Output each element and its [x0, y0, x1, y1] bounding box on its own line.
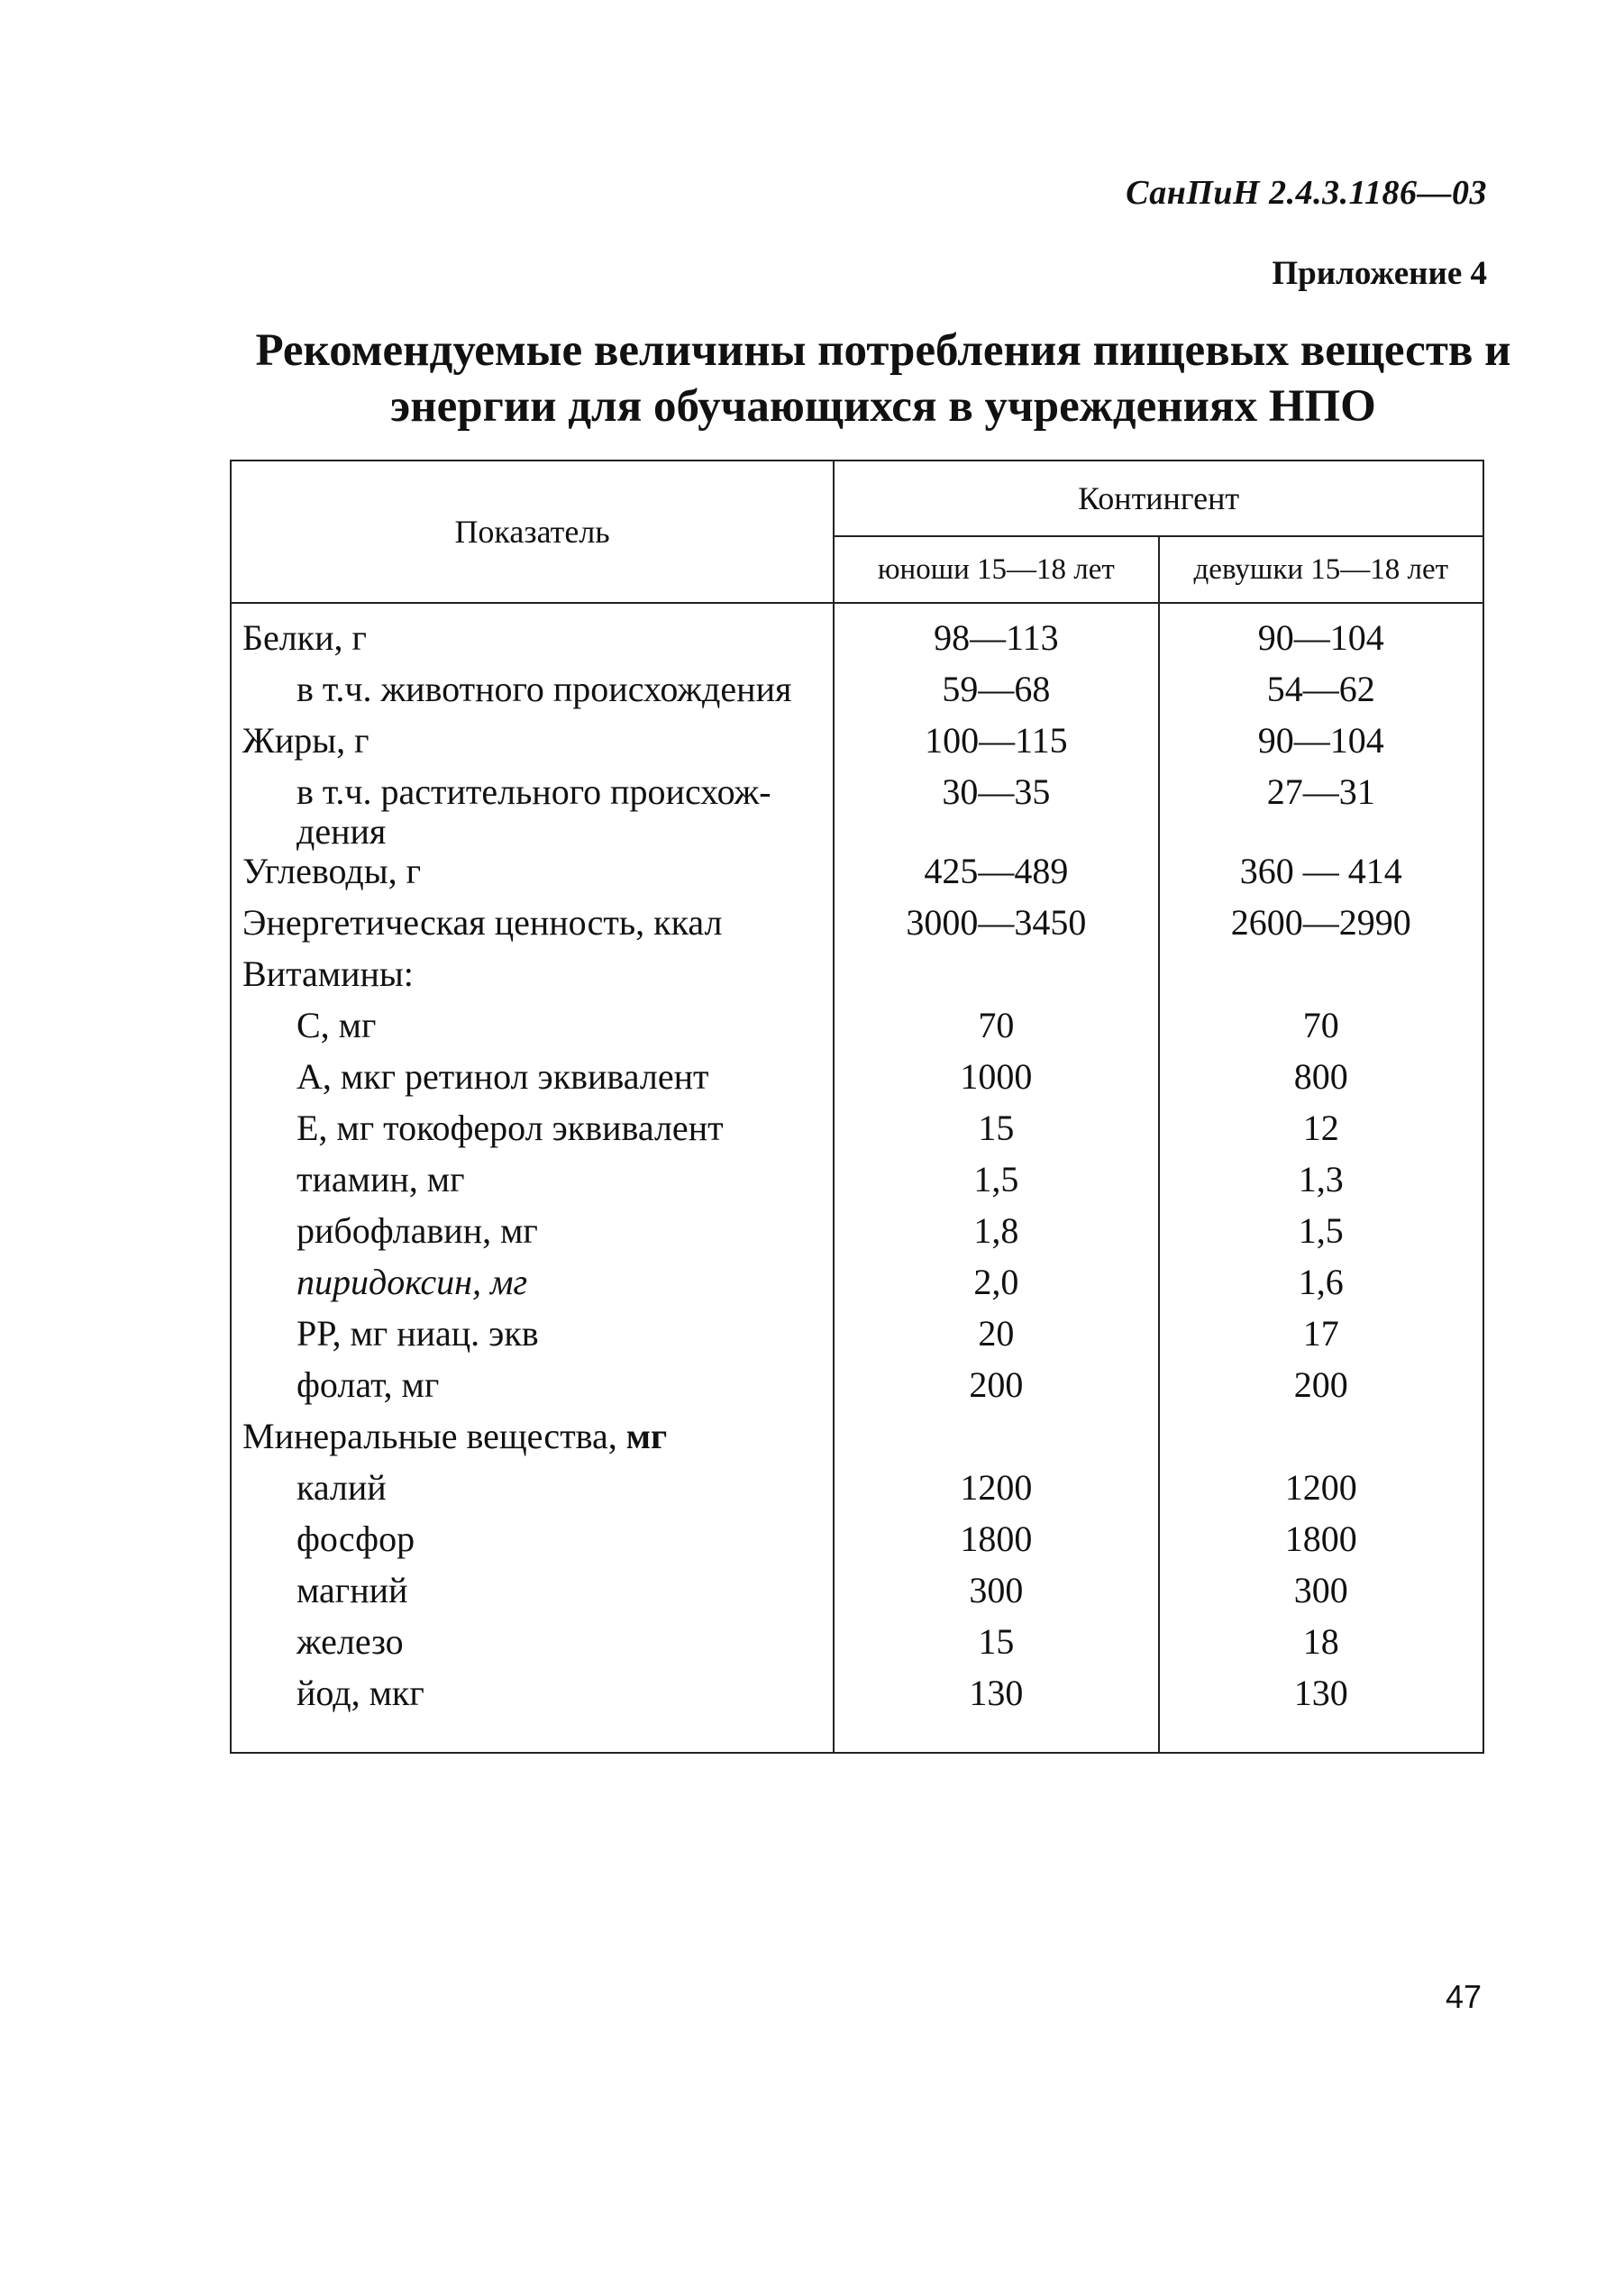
table-row [231, 1674, 1483, 1753]
table-row [231, 670, 1483, 721]
row-name: Углеводы, г [231, 852, 834, 903]
value-girls: 17 [1159, 1314, 1483, 1365]
table-row [231, 954, 1483, 1006]
value-girls [1159, 954, 1483, 1006]
row-name-line-1: в т.ч. растительного происхож- [297, 771, 771, 812]
row-name: фолат, мг [231, 1365, 834, 1417]
value-boys: 1200 [834, 1468, 1158, 1519]
value-boys: 100—115 [834, 721, 1158, 772]
value-girls: 90—104 [1159, 721, 1483, 772]
appendix-label: Приложение 4 [1272, 255, 1487, 292]
value-boys: 3000—3450 [834, 903, 1158, 954]
value-girls: 12 [1159, 1108, 1483, 1160]
row-name: в т.ч. животного происхождения [231, 670, 834, 721]
page-title [144, 323, 1622, 434]
table-row [231, 1622, 1483, 1674]
section-label-vitamins: Витамины: [231, 954, 834, 1006]
value-boys: 30—35 [834, 772, 1158, 852]
value-girls: 2600—2990 [1159, 903, 1483, 954]
value-boys: 15 [834, 1622, 1158, 1674]
table-row [231, 852, 1483, 903]
value-boys: 70 [834, 1006, 1158, 1057]
row-name: магний [231, 1571, 834, 1622]
nutrition-table [230, 460, 1484, 1754]
value-boys: 200 [834, 1365, 1158, 1417]
row-name: Белки, г [231, 603, 834, 670]
page-number: 47 [1445, 1978, 1482, 2015]
row-name: Е, мг токоферол эквивалент [231, 1108, 834, 1160]
row-name: тиамин, мг [231, 1160, 834, 1211]
value-girls: 1,6 [1159, 1263, 1483, 1314]
value-boys: 130 [834, 1674, 1158, 1753]
row-name: рибофлавин, мг [231, 1211, 834, 1263]
row-name: Энергетическая ценность, ккал [231, 903, 834, 954]
value-girls: 90—104 [1159, 603, 1483, 670]
table-row [231, 1417, 1483, 1468]
row-name: железо [231, 1622, 834, 1674]
value-boys [834, 954, 1158, 1006]
value-boys: 1800 [834, 1519, 1158, 1571]
table-row [231, 1571, 1483, 1622]
title-line-2: энергии для обучающихся в учреждениях НПО [390, 381, 1376, 432]
section-label-minerals-text: Минеральные вещества, [242, 1416, 617, 1456]
table-row [231, 1519, 1483, 1571]
value-girls: 200 [1159, 1365, 1483, 1417]
row-name: Жиры, г [231, 721, 834, 772]
row-name: пиридоксин, мг [231, 1263, 834, 1314]
column-header-indicator: Показатель [231, 461, 834, 603]
value-boys: 20 [834, 1314, 1158, 1365]
value-girls: 54—62 [1159, 670, 1483, 721]
value-boys: 425—489 [834, 852, 1158, 903]
table-row [231, 772, 1483, 852]
value-boys: 300 [834, 1571, 1158, 1622]
row-name: А, мкг ретинол эквивалент [231, 1057, 834, 1108]
table-row [231, 903, 1483, 954]
value-girls: 1800 [1159, 1519, 1483, 1571]
row-name-line-2: дения [297, 811, 387, 852]
value-girls: 1200 [1159, 1468, 1483, 1519]
value-girls: 18 [1159, 1622, 1483, 1674]
document-code: СанПиН 2.4.3.1186—03 [1126, 174, 1487, 212]
value-boys: 2,0 [834, 1263, 1158, 1314]
title-line-1: Рекомендуемые величины потребления пищевых веществ и [255, 325, 1511, 376]
section-label-minerals-unit: мг [625, 1416, 668, 1456]
value-girls: 27—31 [1159, 772, 1483, 852]
table-row [231, 1160, 1483, 1211]
value-boys: 59—68 [834, 670, 1158, 721]
column-header-girls: девушки 15—18 лет [1159, 536, 1483, 603]
table-row [231, 1263, 1483, 1314]
table-row [231, 603, 1483, 670]
row-name: калий [231, 1468, 834, 1519]
value-girls [1159, 1417, 1483, 1468]
column-header-contingent: Контингент [834, 461, 1483, 536]
table-row [231, 1108, 1483, 1160]
row-name: йод, мкг [231, 1674, 834, 1753]
value-girls: 130 [1159, 1674, 1483, 1753]
value-girls: 1,5 [1159, 1211, 1483, 1263]
value-girls: 70 [1159, 1006, 1483, 1057]
value-boys: 98—113 [834, 603, 1158, 670]
value-boys: 1,5 [834, 1160, 1158, 1211]
table-row [231, 1365, 1483, 1417]
value-boys: 1,8 [834, 1211, 1158, 1263]
value-girls: 360 — 414 [1159, 852, 1483, 903]
section-label-minerals [231, 1417, 834, 1468]
row-name [231, 772, 834, 852]
table-row [231, 1211, 1483, 1263]
row-name: РР, мг ниац. экв [231, 1314, 834, 1365]
value-girls: 1,3 [1159, 1160, 1483, 1211]
value-boys: 15 [834, 1108, 1158, 1160]
value-girls: 300 [1159, 1571, 1483, 1622]
table-row [231, 721, 1483, 772]
column-header-boys: юноши 15—18 лет [834, 536, 1158, 603]
table-row [231, 1468, 1483, 1519]
value-boys: 1000 [834, 1057, 1158, 1108]
row-name: фосфор [231, 1519, 834, 1571]
table-row [231, 1057, 1483, 1108]
table-row [231, 1006, 1483, 1057]
value-girls: 800 [1159, 1057, 1483, 1108]
row-name: С, мг [231, 1006, 834, 1057]
table-row [231, 1314, 1483, 1365]
value-boys [834, 1417, 1158, 1468]
